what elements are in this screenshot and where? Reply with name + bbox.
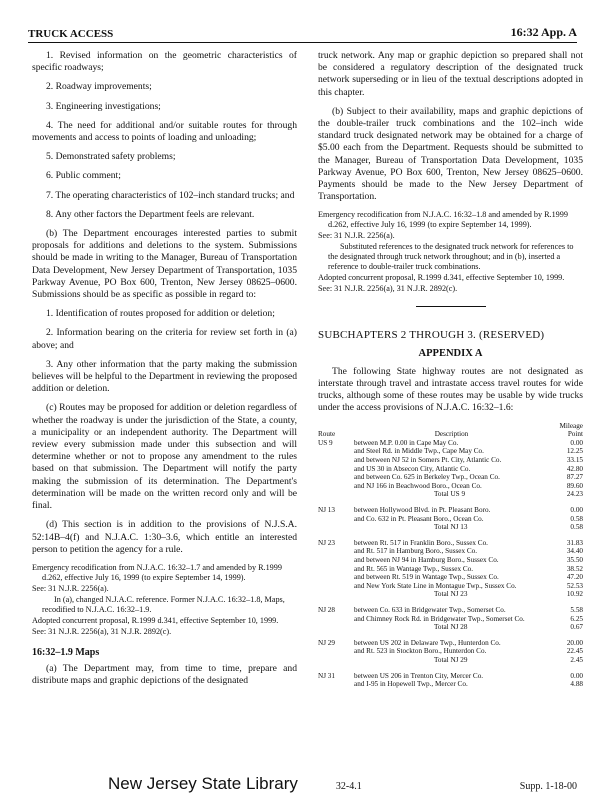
list-a-item: 5. Demonstrated safety problems; <box>46 151 176 163</box>
supplement-date: Supp. 1-18-00 <box>519 781 577 792</box>
description-cell: between US 206 in Trenton City, Mercer Co. <box>354 671 484 680</box>
table-spacer <box>318 532 583 539</box>
list-b-item: 1. Identification of routes proposed for addition or deletion; <box>46 308 275 320</box>
route-cell: NJ 29 <box>318 638 335 647</box>
route-cell: NJ 31 <box>318 671 335 680</box>
route-cell <box>318 615 354 624</box>
description-cell: and Rt. 517 in Hamburg Boro., Sussex Co. <box>354 547 478 556</box>
route-cell <box>318 680 354 689</box>
mileage-cell: 6.25 <box>570 614 583 623</box>
description-cell: and between Rt. 519 in Wantage Twp., Sussex Co. <box>354 573 499 582</box>
list-a-item: 7. The operating characteristics of 102–inch standard trucks; and <box>46 189 295 201</box>
page-footer <box>28 774 577 794</box>
mileage-cell: 52.53 <box>566 581 583 590</box>
route-cell <box>318 473 354 482</box>
table-row <box>318 615 583 624</box>
total-label-cell: Total NJ 28 <box>434 623 468 632</box>
table-row <box>318 447 583 456</box>
route-cell: NJ 13 <box>318 506 335 514</box>
total-value-cell: 2.45 <box>570 655 583 664</box>
route-cell <box>318 447 354 456</box>
table-row <box>318 465 583 474</box>
table-row <box>318 647 583 656</box>
history-note: See: 31 N.J.R. 2256(a). <box>32 583 109 593</box>
list-a-item: 2. Roadway improvements; <box>46 81 152 93</box>
mileage-cell: 22.45 <box>566 647 583 656</box>
description-cell: and Rt. 565 in Wantage Twp., Sussex Co. <box>354 564 474 573</box>
route-cell <box>318 547 354 556</box>
table-total-row <box>318 523 583 532</box>
mileage-cell: 12.25 <box>566 447 583 456</box>
route-cell <box>318 582 354 591</box>
route-cell <box>318 515 354 524</box>
total-label-cell: Total NJ 29 <box>434 655 468 664</box>
table-row <box>318 639 583 648</box>
history-note: Adopted concurrent proposal, R.1999 d.341, effective September 10, 1999. <box>32 615 279 625</box>
list-b-item: 3. Any other information that the party making the submission believes will be helpful to the Department in reviewing the proposed addition or deletion. <box>32 358 297 395</box>
description-cell: and New York State Line in Montague Twp., Sussex Co. <box>354 581 517 590</box>
paragraph-maps-a: (a) The Department may, from time to time, prepare and distribute maps and graphic depictions of the designated <box>32 663 297 687</box>
list-a-item: 6. Public comment; <box>46 170 121 182</box>
history-notes-left <box>32 563 297 637</box>
description-cell: and Steel Rd. in Middle Twp., Cape May Co. <box>354 447 484 456</box>
table-total-row <box>318 623 583 632</box>
history-note: See: 31 N.J.R. 2256(a). <box>318 231 395 241</box>
table-row <box>318 456 583 465</box>
total-value-cell: 0.67 <box>570 623 583 632</box>
route-cell: NJ 23 <box>318 538 335 547</box>
appendix-title: APPENDIX A <box>418 347 483 359</box>
route-cell <box>318 490 354 499</box>
left-column <box>32 50 297 695</box>
right-column <box>318 50 583 689</box>
table-total-row <box>318 656 583 665</box>
history-note: Emergency recodification from N.J.A.C. 16:32–1.7 and amended by R.1999 d.262, effective July 16, 1999 (to expire September 14, 1999). <box>32 562 282 582</box>
paragraph-continued: truck network. Any map or graphic depiction so prepared shall not be considered a regulatory description of the designated truck network superseding or in lieu of the textual descriptions adopted in this chapter. <box>318 50 583 98</box>
mileage-cell: 0.00 <box>570 438 583 447</box>
subchapters-heading: SUBCHAPTERS 2 THROUGH 3. (RESERVED) <box>318 329 545 342</box>
description-cell: and between NJ 52 in Somers Pt. City, Atlantic Co. <box>354 456 502 465</box>
paragraph-b: (b) The Department encourages interested parties to submit proposals for additions and deletions to the system. Submissions should be made in writing to the Manager, Bureau of Transportation Data Development, New Jersey Department of Transportation, 1035 Parkway Avenue, PO Box 600, Trenton, New Jersey 08625–0600. Submissions should be as specific as possible in regard to: <box>32 228 297 301</box>
description-cell: and between NJ 94 in Hamburg Boro., Sussex Co. <box>354 555 499 564</box>
description-cell: and NJ 166 in Beachwood Boro., Ocean Co. <box>354 481 482 490</box>
description-cell: and between Co. 625 in Berkeley Twp., Ocean Co. <box>354 473 500 482</box>
history-note: See: 31 N.J.R. 2256(a), 31 N.J.R. 2892(c). <box>318 284 458 294</box>
routes-table-body <box>318 439 583 689</box>
mileage-cell: 0.00 <box>570 506 583 514</box>
description-cell: between Rt. 517 in Franklin Boro., Sussex Co. <box>354 538 488 547</box>
route-cell <box>318 556 354 565</box>
description-cell: between Co. 633 in Bridgewater Twp., Somerset Co. <box>354 605 506 614</box>
table-row <box>318 582 583 591</box>
table-total-row <box>318 590 583 599</box>
table-row <box>318 473 583 482</box>
description-cell: between Hollywood Blvd. in Pt. Pleasant Boro. <box>354 506 491 514</box>
description-cell: and Rt. 523 in Stockton Boro., Hunterdon Co. <box>354 647 487 656</box>
mileage-cell: 5.58 <box>570 605 583 614</box>
list-a-item: 4. The need for additional and/or suitable routes for through movements and access to points of loading and unloading; <box>32 119 297 144</box>
list-a-item: 8. Any other factors the Department feels are relevant. <box>46 208 255 220</box>
route-cell <box>318 590 354 599</box>
table-row <box>318 515 583 524</box>
description-cell: and Co. 632 in Pt. Pleasant Boro., Ocean Co. <box>354 514 484 523</box>
table-row <box>318 439 583 448</box>
route-cell <box>318 565 354 574</box>
mileage-cell: 33.15 <box>566 456 583 465</box>
total-value-cell: 24.23 <box>566 490 583 499</box>
history-note: Substituted references to the designated truck network for references to the designated through truck network throughout; and in (b), inserted a reference to double-trailer truck combinations. <box>328 242 574 272</box>
total-label-cell: Total NJ 23 <box>434 590 468 599</box>
header-right: 16:32 App. A <box>510 25 577 39</box>
route-cell <box>318 523 354 532</box>
col-header-description: Description <box>434 430 469 439</box>
total-value-cell: 0.58 <box>570 523 583 532</box>
mileage-cell: 4.88 <box>570 680 583 689</box>
mileage-cell: 31.83 <box>566 538 583 547</box>
library-watermark: New Jersey State Library <box>108 774 298 793</box>
total-value-cell: 10.92 <box>566 590 583 599</box>
route-cell <box>318 647 354 656</box>
paragraph-c: (c) Routes may be proposed for addition or deletion regardless of whether the roadway is under the jurisdiction of the State, a county, a municipality or an independent authority. The Department will review every submission made under this subsection and will determine whether or not to propose any amendment to the rules based on that submission. The Department will notify the party making the submission of its determination. The Department's determination will be made on the written record only and will be final. <box>32 402 297 512</box>
col-header-mileage: Mileage <box>559 421 583 430</box>
history-notes-right <box>318 210 583 294</box>
header-left: TRUCK ACCESS <box>28 28 114 40</box>
list-a-item: 3. Engineering investigations; <box>46 100 161 112</box>
table-row <box>318 506 583 515</box>
section-heading-maps: 16:32–1.9 Maps <box>32 646 100 658</box>
running-header <box>28 22 577 43</box>
history-note: Adopted concurrent proposal, R.1999 d.341, effective September 10, 1999. <box>318 273 565 283</box>
table-row <box>318 547 583 556</box>
table-row <box>318 565 583 574</box>
description-cell: between US 202 in Delaware Twp., Hunterdon Co. <box>354 638 501 647</box>
table-row <box>318 556 583 565</box>
description-cell: and US 30 in Absecon City, Atlantic Co. <box>354 464 471 473</box>
table-spacer <box>318 665 583 672</box>
col-header-route: Route <box>318 430 336 439</box>
description-cell: and Chimney Rock Rd. in Bridgewater Twp., Somerset Co. <box>354 614 525 623</box>
table-spacer <box>318 499 583 506</box>
route-cell <box>318 573 354 582</box>
total-label-cell: Total NJ 13 <box>434 523 468 532</box>
mileage-cell: 35.50 <box>566 555 583 564</box>
table-row <box>318 482 583 491</box>
description-cell: and I-95 in Hopewell Twp., Mercer Co. <box>354 680 468 689</box>
description-cell: between M.P. 0.00 in Cape May Co. <box>354 438 459 447</box>
list-a-item: 1. Revised information on the geometric characteristics of specific roadways; <box>32 50 297 74</box>
mileage-cell: 47.20 <box>566 573 583 582</box>
history-note: See: 31 N.J.R. 2256(a), 31 N.J.R. 2892(c). <box>32 626 172 636</box>
table-row <box>318 539 583 548</box>
table-row <box>318 573 583 582</box>
paragraph-maps-b: (b) Subject to their availability, maps and graphic depictions of the double-trailer truck combinations and the 102–inch wide standard truck designated network may be obtained for a charge of $5.00 each from the Department. Requests should be submitted to the Manager, Bureau of Transportation Data Development, 1035 Parkway Avenue, PO Box 600, Trenton, New Jersey 08625–0600. Payments should be made to the New Jersey Department of Transportation. <box>318 105 583 203</box>
total-label-cell: Total US 9 <box>434 490 466 499</box>
table-spacer <box>318 632 583 639</box>
table-row <box>318 672 583 681</box>
route-cell <box>318 465 354 474</box>
col-header-point: Point <box>567 430 583 439</box>
route-cell <box>318 656 354 665</box>
route-cell: NJ 28 <box>318 605 335 614</box>
table-row <box>318 606 583 615</box>
route-cell <box>318 456 354 465</box>
paragraph-d: (d) This section is in addition to the provisions of N.J.S.A. 52:14B–4(f) and N.J.A.C. 1:30–3.6, which entitle an interested person to petition the agency for a rule. <box>32 519 297 555</box>
mileage-cell: 0.00 <box>570 671 583 680</box>
section-divider <box>416 306 486 307</box>
routes-table <box>318 422 583 689</box>
table-spacer <box>318 599 583 606</box>
route-cell <box>318 623 354 632</box>
route-cell <box>318 482 354 491</box>
mileage-cell: 87.27 <box>566 473 583 482</box>
route-cell: US 9 <box>318 438 333 447</box>
mileage-cell: 89.60 <box>566 481 583 490</box>
history-note: Emergency recodification from N.J.A.C. 16:32–1.8 and amended by R.1999 d.262, effective July 16, 1999 (to expire September 14, 1999). <box>318 210 568 230</box>
page-number: 32-4.1 <box>335 781 362 792</box>
mileage-cell: 34.40 <box>566 547 583 556</box>
table-row <box>318 680 583 689</box>
table-total-row <box>318 490 583 499</box>
list-b-item: 2. Information bearing on the criteria for review set forth in (a) above; and <box>32 327 297 351</box>
history-note: In (a), changed N.J.A.C. reference. Former N.J.A.C. 16:32–1.8, Maps, recodified to N.J.A.C. 16:32–1.9. <box>42 594 285 614</box>
mileage-cell: 42.80 <box>566 464 583 473</box>
appendix-intro: The following State highway routes are not designated as interstate through travel and intrastate access travel routes for wide trucks, although some of these routes may be usable by wide trucks under the access provisions of N.J.A.C. 16:32–1.6: <box>318 365 583 414</box>
mileage-cell: 20.00 <box>566 638 583 647</box>
mileage-cell: 0.58 <box>570 514 583 523</box>
mileage-cell: 38.52 <box>566 564 583 573</box>
